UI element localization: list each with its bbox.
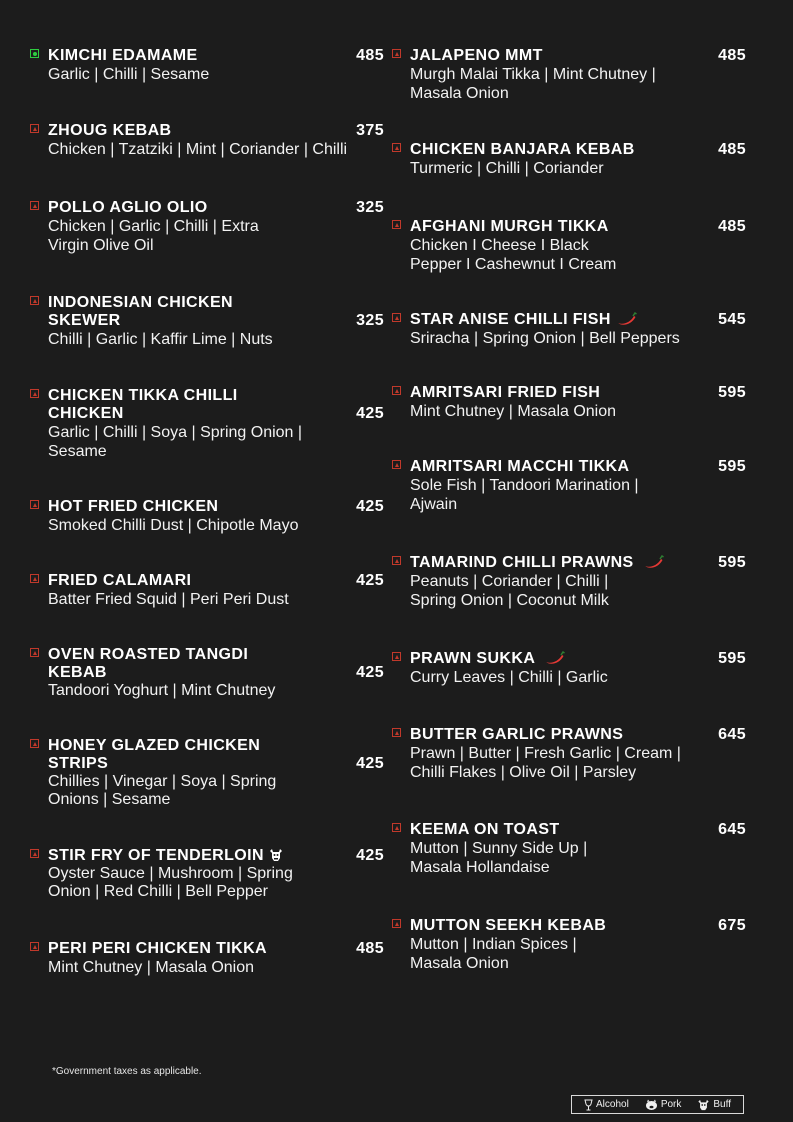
item-price: 485 bbox=[356, 47, 384, 64]
item-name: AFGHANI MURGH TIKKA bbox=[410, 218, 609, 235]
item-price: 485 bbox=[356, 940, 384, 957]
item-description: Ajwain bbox=[410, 496, 458, 513]
item-description: Murgh Malai Tikka | Mint Chutney | bbox=[410, 66, 656, 83]
menu-item bbox=[392, 46, 748, 106]
item-name: POLLO AGLIO OLIO bbox=[48, 199, 208, 216]
item-name: CHICKEN TIKKA CHILLI bbox=[48, 387, 238, 404]
item-description: Virgin Olive Oil bbox=[48, 237, 154, 254]
veg-indicator-icon bbox=[30, 49, 39, 58]
item-description: Garlic | Chilli | Sesame bbox=[48, 66, 210, 83]
non-veg-indicator-icon bbox=[392, 652, 401, 661]
non-veg-indicator-icon bbox=[392, 313, 401, 322]
legend-buff-label: Buff bbox=[713, 1099, 731, 1110]
item-description: Mutton | Indian Spices | bbox=[410, 936, 577, 953]
item-price: 595 bbox=[718, 384, 746, 401]
item-description: Garlic | Chilli | Soya | Spring Onion | bbox=[48, 424, 303, 441]
item-description: Batter Fried Squid | Peri Peri Dust bbox=[48, 591, 289, 608]
menu-item bbox=[30, 645, 386, 705]
chilli-icon bbox=[644, 555, 664, 569]
item-name bbox=[410, 310, 637, 329]
menu-item bbox=[30, 198, 386, 258]
menu-item bbox=[392, 383, 748, 423]
chilli-icon bbox=[545, 651, 565, 665]
non-veg-indicator-icon bbox=[30, 849, 39, 858]
menu-item bbox=[30, 846, 386, 906]
buff-icon bbox=[269, 848, 283, 862]
legend-pork-label: Pork bbox=[660, 1099, 682, 1110]
item-description: Chilli | Garlic | Kaffir Lime | Nuts bbox=[48, 331, 273, 348]
item-description: Masala Onion bbox=[410, 85, 509, 102]
item-description: Pepper I Cashewnut I Cream bbox=[410, 256, 617, 273]
item-name-text: TAMARIND CHILLI PRAWNS bbox=[410, 554, 634, 571]
pork-icon bbox=[645, 1099, 658, 1111]
non-veg-indicator-icon bbox=[392, 49, 401, 58]
menu-item bbox=[392, 140, 748, 180]
item-description: Chilli Flakes | Olive Oil | Parsley bbox=[410, 764, 637, 781]
item-description: Curry Leaves | Chilli | Garlic bbox=[410, 669, 608, 686]
item-name: MUTTON SEEKH KEBAB bbox=[410, 917, 607, 934]
item-description: Sesame bbox=[48, 443, 107, 460]
item-name: KEEMA ON TOAST bbox=[410, 821, 560, 838]
item-price: 645 bbox=[718, 821, 746, 838]
menu-item bbox=[392, 820, 748, 880]
item-price: 425 bbox=[356, 572, 384, 589]
non-veg-indicator-icon bbox=[392, 728, 401, 737]
item-description: Mutton | Sunny Side Up | bbox=[410, 840, 588, 857]
icon-legend bbox=[571, 1095, 744, 1114]
non-veg-indicator-icon bbox=[30, 942, 39, 951]
non-veg-indicator-icon bbox=[30, 739, 39, 748]
non-veg-indicator-icon bbox=[392, 220, 401, 229]
item-name: HOT FRIED CHICKEN bbox=[48, 498, 219, 515]
legend-buff bbox=[697, 1099, 731, 1111]
item-description: Chillies | Vinegar | Soya | Spring bbox=[48, 773, 277, 790]
item-price: 485 bbox=[718, 141, 746, 158]
chilli-icon bbox=[617, 312, 637, 326]
legend-pork bbox=[645, 1099, 682, 1111]
item-description: Tandoori Yoghurt | Mint Chutney bbox=[48, 682, 276, 699]
menu-item bbox=[392, 457, 748, 517]
item-name: AMRITSARI MACCHI TIKKA bbox=[410, 458, 630, 475]
item-name: HONEY GLAZED CHICKEN bbox=[48, 737, 261, 754]
non-veg-indicator-icon bbox=[392, 556, 401, 565]
item-name-text: PRAWN SUKKA bbox=[410, 650, 536, 667]
item-price: 325 bbox=[356, 312, 384, 329]
item-price: 675 bbox=[718, 917, 746, 934]
item-name bbox=[410, 649, 565, 668]
buff-icon bbox=[697, 1099, 710, 1111]
item-price: 485 bbox=[718, 47, 746, 64]
item-description: Oyster Sauce | Mushroom | Spring bbox=[48, 865, 293, 882]
item-price: 425 bbox=[356, 847, 384, 864]
item-price: 425 bbox=[356, 755, 384, 772]
item-name bbox=[48, 846, 283, 865]
item-price: 545 bbox=[718, 311, 746, 328]
item-name: INDONESIAN CHICKEN bbox=[48, 294, 233, 311]
menu-item bbox=[30, 386, 386, 466]
item-description: Onion | Red Chilli | Bell Pepper bbox=[48, 883, 268, 900]
item-price: 425 bbox=[356, 498, 384, 515]
non-veg-indicator-icon bbox=[392, 919, 401, 928]
menu-item bbox=[392, 649, 748, 689]
item-name bbox=[410, 553, 664, 572]
legend-alcohol bbox=[584, 1099, 629, 1111]
item-name: BUTTER GARLIC PRAWNS bbox=[410, 726, 624, 743]
item-price: 595 bbox=[718, 650, 746, 667]
item-description: Sole Fish | Tandoori Marination | bbox=[410, 477, 639, 494]
item-description: Mint Chutney | Masala Onion bbox=[48, 959, 255, 976]
item-description: Spring Onion | Coconut Milk bbox=[410, 592, 609, 609]
item-description: Smoked Chilli Dust | Chipotle Mayo bbox=[48, 517, 299, 534]
menu-item bbox=[392, 310, 748, 350]
non-veg-indicator-icon bbox=[30, 201, 39, 210]
item-name: CHICKEN bbox=[48, 405, 124, 422]
menu-item bbox=[30, 939, 386, 979]
non-veg-indicator-icon bbox=[392, 823, 401, 832]
item-price: 425 bbox=[356, 405, 384, 422]
non-veg-indicator-icon bbox=[30, 296, 39, 305]
menu-item bbox=[30, 293, 386, 353]
item-price: 595 bbox=[718, 554, 746, 571]
item-name: KIMCHI EDAMAME bbox=[48, 47, 198, 64]
item-price: 425 bbox=[356, 664, 384, 681]
menu-item bbox=[30, 571, 386, 611]
item-description: Masala Onion bbox=[410, 955, 509, 972]
menu-item bbox=[392, 725, 748, 785]
menu-item bbox=[392, 217, 748, 277]
item-name-text: STIR FRY OF TENDERLOIN bbox=[48, 847, 264, 864]
item-description: Chicken | Garlic | Chilli | Extra bbox=[48, 218, 259, 235]
non-veg-indicator-icon bbox=[392, 143, 401, 152]
item-description: Masala Hollandaise bbox=[410, 859, 550, 876]
menu-item bbox=[30, 497, 386, 537]
non-veg-indicator-icon bbox=[30, 648, 39, 657]
item-name: CHICKEN BANJARA KEBAB bbox=[410, 141, 635, 158]
item-name-text: STAR ANISE CHILLI FISH bbox=[410, 311, 611, 328]
item-description: Turmeric | Chilli | Coriander bbox=[410, 160, 604, 177]
item-name: STRIPS bbox=[48, 755, 109, 772]
menu-item bbox=[30, 121, 386, 161]
alcohol-icon bbox=[584, 1099, 593, 1111]
item-description: Onions | Sesame bbox=[48, 791, 171, 808]
item-name: PERI PERI CHICKEN TIKKA bbox=[48, 940, 267, 957]
item-name: SKEWER bbox=[48, 312, 121, 329]
item-description: Chicken | Tzatziki | Mint | Coriander | Chilli bbox=[48, 141, 348, 158]
tax-note: *Government taxes as applicable. bbox=[52, 1066, 202, 1077]
menu-item bbox=[392, 553, 748, 613]
item-description: Peanuts | Coriander | Chilli | bbox=[410, 573, 609, 590]
item-price: 375 bbox=[356, 122, 384, 139]
menu-item bbox=[392, 916, 748, 976]
item-name: FRIED CALAMARI bbox=[48, 572, 192, 589]
menu-item bbox=[30, 46, 386, 86]
non-veg-indicator-icon bbox=[30, 500, 39, 509]
item-description: Chicken I Cheese I Black bbox=[410, 237, 589, 254]
item-price: 325 bbox=[356, 199, 384, 216]
item-price: 485 bbox=[718, 218, 746, 235]
non-veg-indicator-icon bbox=[30, 389, 39, 398]
menu-item bbox=[30, 736, 386, 816]
non-veg-indicator-icon bbox=[392, 460, 401, 469]
item-description: Mint Chutney | Masala Onion bbox=[410, 403, 617, 420]
item-name: AMRITSARI FRIED FISH bbox=[410, 384, 601, 401]
item-description: Sriracha | Spring Onion | Bell Peppers bbox=[410, 330, 680, 347]
item-name: ZHOUG KEBAB bbox=[48, 122, 172, 139]
item-price: 645 bbox=[718, 726, 746, 743]
item-description: Prawn | Butter | Fresh Garlic | Cream | bbox=[410, 745, 681, 762]
non-veg-indicator-icon bbox=[392, 386, 401, 395]
item-name: JALAPENO MMT bbox=[410, 47, 543, 64]
non-veg-indicator-icon bbox=[30, 574, 39, 583]
item-name: OVEN ROASTED TANGDI bbox=[48, 646, 249, 663]
non-veg-indicator-icon bbox=[30, 124, 39, 133]
item-price: 595 bbox=[718, 458, 746, 475]
legend-alcohol-label: Alcohol bbox=[596, 1099, 629, 1110]
item-name: KEBAB bbox=[48, 664, 107, 681]
